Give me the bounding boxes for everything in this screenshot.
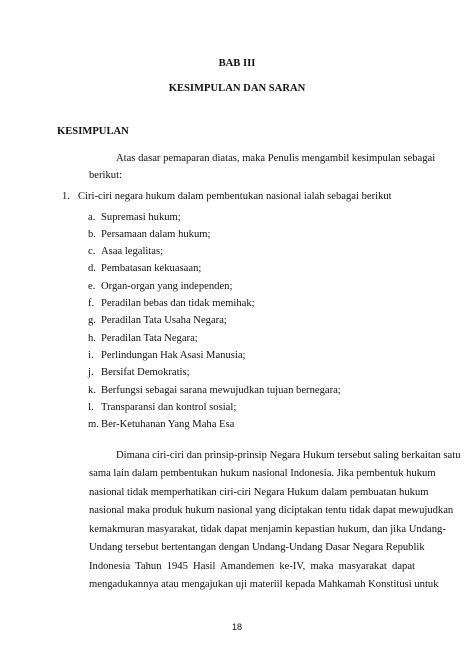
list-item: Peradilan bebas dan tidak memihak;	[101, 298, 255, 309]
chapter-heading: BAB III	[218, 58, 256, 69]
list-item: Asaa legalitas;	[101, 246, 164, 257]
list-letter: l.	[88, 402, 94, 413]
paragraph-line: Undang tersebut bertentangan dengan Undang-Undang Dasar Negara Republik	[89, 542, 425, 553]
paragraph-line: nasional maka produk hukum nasional yang diciptakan tentu tidak dapat mewujudkan	[89, 505, 454, 516]
point-text: Ciri-ciri negara hukum dalam pembentukan nasional ialah sebagai berikut	[78, 191, 392, 202]
list-letter: i.	[88, 350, 94, 361]
list-item: Organ-organ yang independen;	[101, 281, 233, 292]
list-item: Pembatasan kekuasaan;	[101, 263, 202, 274]
intro-line: berikut:	[89, 170, 122, 181]
list-item: Peradilan Tata Negara;	[101, 333, 198, 344]
page-number: 18	[231, 622, 242, 632]
list-letter: b.	[88, 229, 96, 240]
list-letter: h.	[88, 333, 96, 344]
list-item: Perlindungan Hak Asasi Manusia;	[101, 350, 246, 361]
list-item: Berfungsi sebagai sarana mewujudkan tujuan bernegara;	[101, 385, 341, 396]
list-item: Transparansi dan kontrol sosial;	[101, 402, 237, 413]
list-item: Bersifat Demokratis;	[101, 367, 190, 378]
paragraph-line: Indonesia Tahun 1945 Hasil Amandemen ke-IV, maka masyarakat dapat	[89, 561, 415, 572]
list-letter: e.	[88, 281, 96, 292]
list-letter: m.	[88, 419, 99, 430]
chapter-title: KESIMPULAN DAN SARAN	[168, 83, 306, 94]
list-letter: j.	[88, 367, 94, 378]
paragraph-line: kemakmuran masyarakat, tidak dapat menjamin kepastian hukum, dan jika Undang-	[89, 524, 446, 535]
intro-line: Atas dasar pemaparan diatas, maka Penulis mengambil kesimpulan sebagai	[116, 153, 436, 164]
paragraph-line: mengadukannya atau mengajukan uji materiil kepada Mahkamah Konstitusi untuk	[89, 579, 439, 590]
list-letter: f.	[88, 298, 95, 309]
list-item: Peradilan Tata Usaha Negara;	[101, 315, 227, 326]
list-letter: g.	[88, 315, 96, 326]
paragraph-line: nasional tidak memperhatikan ciri-ciri Negara Hukum dalam pembuatan hukum	[89, 487, 429, 498]
list-letter: c.	[88, 246, 96, 257]
list-item: Supremasi hukum;	[101, 212, 181, 223]
list-letter: a.	[88, 212, 96, 223]
list-letter: d.	[88, 263, 96, 274]
paragraph-line: sama lain dalam pembentukan hukum nasional Indonesia. Jika pembentuk hukum	[89, 468, 436, 479]
list-item: Persamaan dalam hukum;	[101, 229, 211, 240]
paragraph-line: Dimana ciri-ciri dan prinsip-prinsip Negara Hukum tersebut saling berkaitan satu	[116, 450, 461, 461]
section-heading: KESIMPULAN	[57, 126, 129, 137]
list-letter: k.	[88, 385, 96, 396]
point-number: 1.	[62, 191, 70, 202]
list-item: Ber-Ketuhanan Yang Maha Esa	[101, 419, 235, 430]
